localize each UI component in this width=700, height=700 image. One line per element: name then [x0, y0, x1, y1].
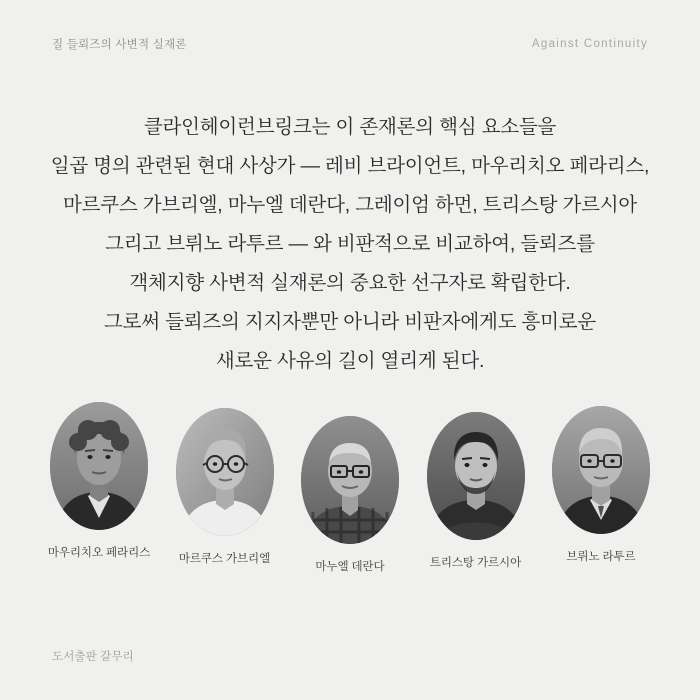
portrait-photo-latour: [552, 406, 650, 534]
portrait-name: 마르쿠스 가브리엘: [178, 553, 271, 565]
portrait-item: [542, 406, 660, 564]
portrait-gallery: [40, 402, 660, 574]
header-book-title: 질 들뢰즈의 사변적 실재론: [52, 39, 187, 51]
portrait-photo-ferraris: [50, 402, 148, 530]
portrait-photo-delanda: [301, 416, 399, 544]
page-header: [52, 34, 648, 54]
body-line-3: 마르쿠스 가브리엘, 마누엘 데란다, 그레이엄 하먼, 트리스탕 가르시아: [62, 194, 637, 216]
body-line-2: 일곱 명의 관련된 현대 사상가 — 레비 브라이언트, 마우리치오 페라리스,: [50, 155, 650, 177]
portrait-item: [417, 412, 535, 570]
body-line-1: 클라인헤이런브링크는 이 존재론의 핵심 요소들을: [143, 116, 557, 138]
portrait-item: [291, 416, 409, 574]
body-copy: [30, 108, 670, 381]
portrait-name: 브뤼노 라투르: [566, 551, 636, 563]
portrait-photo-gabriel: [176, 408, 274, 536]
portrait-item: [166, 408, 284, 566]
portrait-photo-garcia: [427, 412, 525, 540]
footer-publisher: 도서출판 갈무리: [52, 651, 134, 663]
portrait-item: [40, 402, 158, 560]
body-line-6: 그로써 들뢰즈의 지지자뿐만 아니라 비판자에게도 흥미로운: [103, 311, 596, 333]
body-line-7: 새로운 사유의 길이 열리게 된다.: [215, 350, 485, 372]
body-line-5: 객체지향 사변적 실재론의 중요한 선구자로 확립한다.: [129, 272, 571, 294]
portrait-name: 마누엘 데란다: [315, 561, 385, 573]
header-series-title: Against Continuity: [531, 38, 648, 50]
body-line-4: 그리고 브뤼노 라투르 — 와 비판적으로 비교하여, 들뢰즈를: [105, 233, 595, 255]
portrait-name: 트리스탕 가르시아: [429, 557, 522, 569]
portrait-name: 마우리치오 페라리스: [47, 547, 151, 559]
